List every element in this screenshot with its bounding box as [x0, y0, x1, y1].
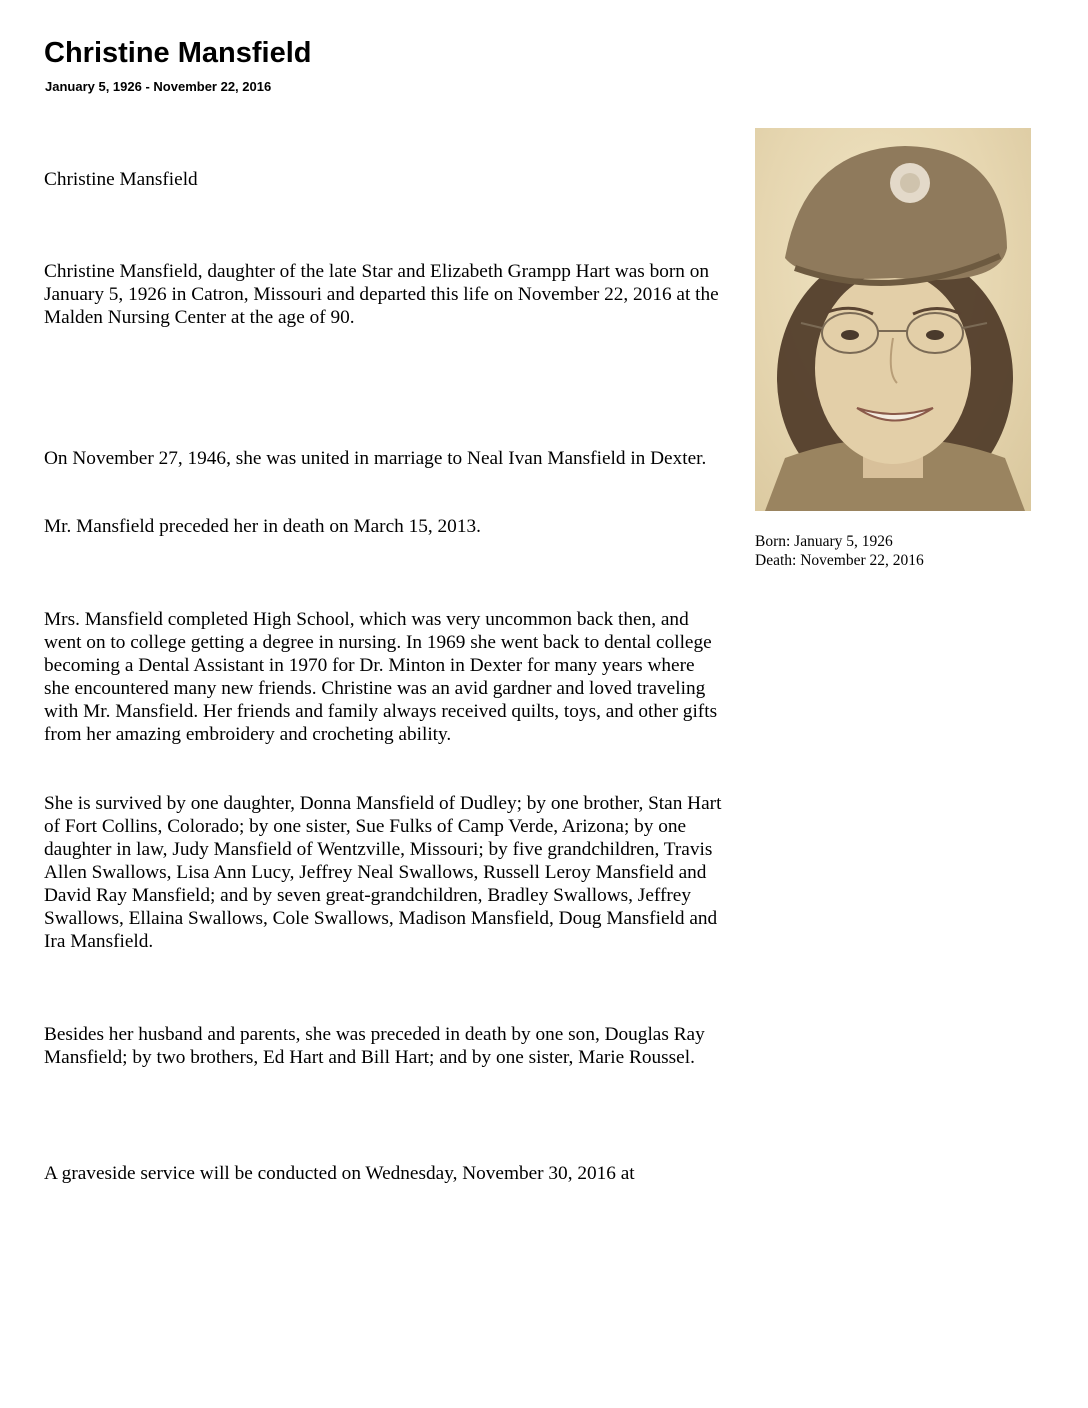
caption-death: Death: November 22, 2016 [755, 552, 924, 569]
paragraph-husband-death: Mr. Mansfield preceded her in death on March 15, 2013. [44, 516, 481, 537]
paragraph-marriage: On November 27, 1946, she was united in marriage to Neal Ivan Mansfield in Dexter. [44, 448, 707, 469]
paragraph-preceded: Besides her husband and parents, she was preceded in death by one son, Douglas Ray Mansfield; by two brothers, Ed Hart and Bill Hart; and by one sister, Marie Roussel. [44, 1024, 705, 1068]
paragraph-career: Mrs. Mansfield completed High School, which was very uncommon back then, and went on to college getting a degree in nursing. In 1969 she went back to dental college becoming a Dental Assistant in 1970 for Dr. Minton in Dexter for many years where she encountered many new friends. Christine was an avid gardner and loved traveling with Mr. Mansfield. Her friends and family always received quilts, toys, and other gifts from her amazing embroidery and crocheting ability. [44, 609, 718, 745]
paragraph-birth: Christine Mansfield, daughter of the late Star and Elizabeth Grampp Hart was born on January 5, 1926 in Catron, Missouri and departed this life on November 22, 2016 at the Malden Nursing Center at the age of 90. [44, 261, 719, 328]
paragraph-survivors: She is survived by one daughter, Donna Mansfield of Dudley; by one brother, Stan Hart of Fort Collins, Colorado; by one sister, Sue Fulks of Camp Verde, Arizona; by one daughter in law, Judy Mansfield of Wentzville, Missouri; by five grandchildren, Travis Allen Swallows, Lisa Ann Lucy, Jeffrey Neal Swallows, Russell Leroy Mansfield and David Ray Mansfield; and by seven great-grandchildren, Bradley Swallows, Jeffrey Swallows, Ellaina Swallows, Cole Swallows, Madison Mansfield, Doug Mansfield and Ira Mansfield. [44, 793, 722, 952]
page-title: Christine Mansfield [44, 37, 312, 69]
caption-born: Born: January 5, 1926 [755, 533, 893, 550]
paragraph-service: A graveside service will be conducted on Wednesday, November 30, 2016 at [44, 1163, 635, 1184]
life-dates: January 5, 1926 - November 22, 2016 [45, 79, 272, 94]
portrait-photo [755, 128, 1031, 511]
intro-name: Christine Mansfield [44, 169, 198, 190]
portrait-illustration [755, 128, 1031, 511]
